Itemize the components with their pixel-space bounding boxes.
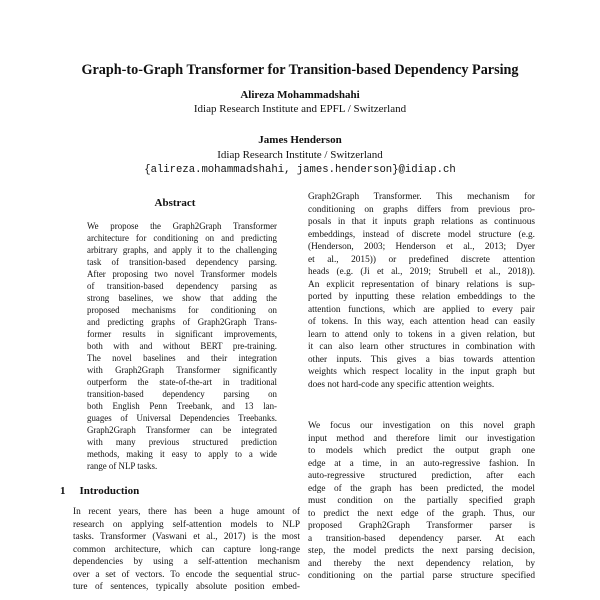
text-line: does not hard-code any specific attention weights.	[308, 379, 495, 390]
right-column-paragraph-1	[308, 191, 535, 391]
text-line: other inputs. This gives a bias towards attention	[308, 354, 535, 365]
text-line: over a set of vectors. To encode the sequential struc-	[73, 569, 300, 580]
text-line: Graph2Graph Transformer. This mechanism for	[308, 192, 535, 202]
text-line: ported by inputting these relation embeddings to the	[308, 292, 535, 302]
text-line: methods, making it easy to apply to a wide	[87, 449, 277, 459]
text-line: outperform the state-of-the-art in traditional	[87, 377, 277, 387]
text-line: range of NLP tasks.	[87, 461, 158, 471]
text-line: After proposing two novel Transformer models	[87, 269, 277, 279]
text-line: An explicit representation of binary relations is sup-	[308, 279, 535, 290]
text-line: conditioning on the partial parse structure specified	[308, 571, 535, 581]
abstract-text	[87, 220, 277, 472]
text-line: strong baselines, we show that adding the	[87, 293, 277, 303]
text-line: weights which respect locality in the input graph but	[308, 367, 535, 377]
text-line: conditioning on graphs differs from previous pro-	[308, 204, 535, 215]
text-line: auto-regressive structured prediction, after each	[308, 471, 535, 481]
text-line: dependencies by using a self-attention mechanism	[73, 557, 300, 567]
text-line: arbitrary graphs, and apply it to the challenging	[87, 245, 277, 255]
text-line: it can also learn other structures in combination with	[308, 342, 535, 352]
author-name-2: James Henderson	[258, 134, 342, 146]
author-emails: {alireza.mohammadshahi, james.henderson}@idiap.ch	[144, 164, 456, 176]
text-line: transition-based dependency parsing on	[87, 389, 277, 399]
section-number: 1	[60, 485, 66, 497]
text-line: We focus our investigation on this novel graph	[308, 421, 535, 431]
text-line: common architecture, which can capture long-range	[73, 544, 300, 555]
text-line: Graph2Graph Transformer can be integrated	[87, 425, 277, 435]
author-name-1: Alireza Mohammadshahi	[240, 89, 360, 101]
text-line: task of transition-based dependency parsing.	[87, 257, 277, 267]
abstract-heading: Abstract	[154, 197, 196, 209]
text-line: (Henderson, 2003; Henderson et al., 2013; Dyer	[308, 242, 535, 252]
section-title: Introduction	[79, 485, 140, 497]
text-line: both English Penn Treebank, and 13 lan-	[87, 401, 277, 411]
text-line: and thereby the next dependency relation, by	[308, 558, 535, 569]
text-line: heads (e.g. (Ji et al., 2019; Strubell et al., 2018)).	[308, 267, 535, 277]
text-line: et al., 2015)) or predefined discrete attention	[308, 254, 535, 265]
text-line: We propose the Graph2Graph Transformer	[87, 221, 277, 231]
text-line: guages of Universal Dependencies Treebanks.	[87, 413, 277, 423]
text-line: step, the model predicts the next parsing decision,	[308, 546, 535, 556]
text-line: to models which predict the output graph one	[308, 446, 535, 456]
text-line: a transition-based dependency parser. At each	[308, 533, 535, 544]
text-line: edge at a time, in an auto-regressive fashion. In	[308, 458, 535, 469]
text-line: proposed mechanisms for conditioning on	[87, 305, 277, 315]
text-line: architecture for conditioning on and predicting	[87, 233, 277, 243]
author-affiliation-1: Idiap Research Institute and EPFL / Switzerland	[193, 103, 407, 115]
text-line: input method and therefore limit our investigation	[308, 433, 535, 444]
text-line: proposed Graph2Graph Transformer parser is	[308, 521, 535, 531]
text-line: with Graph2Graph Transformer significantly	[87, 365, 277, 375]
text-line: tasks. Transformer (Vaswani et al., 2017) is the most	[73, 532, 300, 542]
text-line: edge of the graph has been predicted, the model	[308, 483, 535, 494]
right-column-paragraph-2	[308, 420, 535, 583]
text-line: In recent years, there has been a huge amount of	[73, 507, 300, 517]
text-line: embeddings, instead of discrete model structure (e.g.	[308, 229, 535, 240]
text-line: research on applying self-attention models to NLP	[73, 519, 300, 530]
text-line: ture of sentences, typically absolute position embed-	[73, 582, 300, 592]
intro-paragraph	[73, 506, 300, 594]
text-line: and predicting graphs of Graph2Graph Trans-	[87, 317, 277, 327]
text-line: posals in that it inputs graph relations as continuous	[308, 217, 535, 227]
text-line: former results in significant improvements,	[87, 329, 277, 339]
text-line: to predict the next edge of the graph. Thus, our	[308, 508, 535, 519]
text-line: both with and without BERT pre-training.	[87, 341, 277, 351]
text-line: of tokens. In this way, each attention head can easily	[308, 317, 535, 327]
text-line: must condition on the partially specified graph	[308, 496, 535, 506]
paper-title: Graph-to-Graph Transformer for Transition-based Dependency Parsing	[81, 62, 519, 78]
text-line: learn to attend only to tokens in a given relation, but	[308, 329, 535, 340]
author-affiliation-2: Idiap Research Institute / Switzerland	[217, 149, 383, 161]
section-heading	[60, 484, 153, 498]
text-line: attention functions, which are applied to every pair	[308, 304, 535, 315]
text-line: The novel baselines and their integration	[87, 353, 277, 363]
text-line: of transition-based dependency parsing as	[87, 281, 277, 291]
text-line: with many previous structured prediction	[87, 437, 277, 447]
